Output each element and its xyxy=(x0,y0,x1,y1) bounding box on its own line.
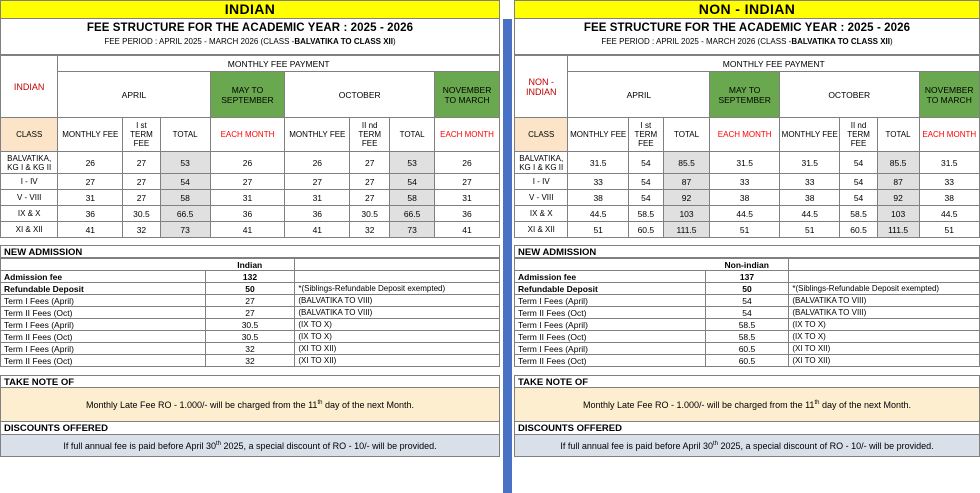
cell-3-4: 44.5 xyxy=(780,206,840,222)
fee-table xyxy=(514,55,980,238)
table-row xyxy=(1,222,500,238)
admission-note-4: (IX TO X) xyxy=(789,319,980,331)
cell-0-0: 31.5 xyxy=(568,152,628,174)
band-header-4: NOVEMBER TO MARCH xyxy=(919,72,980,118)
fee-period-prefix: FEE PERIOD : APRIL 2025 - MARCH 2026 (CLASS - xyxy=(104,37,295,46)
admission-note-2: (BALVATIKA TO VIII) xyxy=(789,295,980,307)
cell-1-1: 27 xyxy=(123,174,160,190)
monthly-fee-payment-header: MONTHLY FEE PAYMENT xyxy=(58,56,500,72)
cell-0-5: 27 xyxy=(350,152,390,174)
take-note-suffix: day of the next Month. xyxy=(322,399,415,410)
table-row xyxy=(1,206,500,222)
discounts-title: DISCOUNTS OFFERED xyxy=(514,422,980,435)
row-class-label: XI & XII xyxy=(1,222,58,238)
column-header-8: EACH MONTH xyxy=(435,118,500,152)
cell-0-5: 54 xyxy=(840,152,877,174)
cell-4-1: 60.5 xyxy=(628,222,663,238)
new-admission-table xyxy=(514,258,980,367)
cell-3-1: 30.5 xyxy=(123,206,160,222)
cell-3-7: 36 xyxy=(435,206,500,222)
admission-value-3: 54 xyxy=(705,307,789,319)
column-header-2: I st TERM FEE xyxy=(123,118,160,152)
admission-label-7: Term II Fees (Oct) xyxy=(515,355,706,367)
list-item xyxy=(515,307,980,319)
admission-label-0: Admission fee xyxy=(515,271,706,283)
admission-label-6: Term I Fees (April) xyxy=(1,343,206,355)
cell-1-6: 87 xyxy=(877,174,919,190)
cell-4-5: 60.5 xyxy=(840,222,877,238)
admission-value-1: 50 xyxy=(705,283,789,295)
cell-3-0: 44.5 xyxy=(568,206,628,222)
discounts-text xyxy=(63,441,436,451)
row-class-label: BALVATIKA, KG I & KG II xyxy=(1,152,58,174)
cell-1-3: 33 xyxy=(710,174,780,190)
admission-note-3: (BALVATIKA TO VIII) xyxy=(789,307,980,319)
cell-0-6: 53 xyxy=(390,152,435,174)
admission-note-6: (XI TO XII) xyxy=(295,343,500,355)
column-header-6: II nd TERM FEE xyxy=(350,118,390,152)
cell-2-7: 38 xyxy=(919,190,980,206)
cell-4-4: 41 xyxy=(285,222,350,238)
cell-2-5: 27 xyxy=(350,190,390,206)
take-note-text xyxy=(583,400,911,410)
take-note-prefix: Monthly Late Fee RO - 1.000/- will be charged from the 11 xyxy=(85,399,318,410)
panel-divider xyxy=(500,0,514,493)
table-row xyxy=(515,174,980,190)
admission-note-5: (IX TO X) xyxy=(789,331,980,343)
cell-0-0: 26 xyxy=(58,152,123,174)
cell-4-2: 73 xyxy=(160,222,210,238)
cell-4-3: 51 xyxy=(710,222,780,238)
column-header-5: MONTHLY FEE xyxy=(780,118,840,152)
nationality-label: Non-indian xyxy=(705,259,789,271)
fee-table xyxy=(0,55,500,238)
cell-2-2: 92 xyxy=(663,190,710,206)
admission-label-7: Term II Fees (Oct) xyxy=(1,355,206,367)
cell-1-0: 33 xyxy=(568,174,628,190)
cell-1-2: 54 xyxy=(160,174,210,190)
admission-note-7: (XI TO XII) xyxy=(789,355,980,367)
column-header-5: MONTHLY FEE xyxy=(285,118,350,152)
cell-2-1: 54 xyxy=(628,190,663,206)
cell-4-7: 51 xyxy=(919,222,980,238)
list-item xyxy=(1,271,500,283)
discounts-suffix: 2025, a special discount of RO - 10/- will be provided. xyxy=(718,440,934,451)
discounts-title: DISCOUNTS OFFERED xyxy=(0,422,500,435)
cell-3-5: 30.5 xyxy=(350,206,390,222)
cell-0-7: 31.5 xyxy=(919,152,980,174)
list-item xyxy=(1,295,500,307)
fee-table-headrow xyxy=(515,118,980,152)
admission-label-2: Term I Fees (April) xyxy=(515,295,706,307)
cell-2-0: 31 xyxy=(58,190,123,206)
take-note-suffix: day of the next Month. xyxy=(819,399,912,410)
cell-4-2: 111.5 xyxy=(663,222,710,238)
row-class-label: V - VIII xyxy=(515,190,568,206)
admission-label-5: Term II Fees (Oct) xyxy=(515,331,706,343)
column-header-1: MONTHLY FEE xyxy=(58,118,123,152)
admission-note-1: *(Siblings-Refundable Deposit exempted) xyxy=(789,283,980,295)
admission-value-7: 32 xyxy=(205,355,295,367)
notes-spacer xyxy=(514,367,980,375)
band-header-3: OCTOBER xyxy=(285,72,435,118)
list-item xyxy=(1,355,500,367)
row-class-label: XI & XII xyxy=(515,222,568,238)
cell-0-3: 26 xyxy=(210,152,285,174)
take-note-ordinal: th xyxy=(814,399,820,406)
cell-3-2: 66.5 xyxy=(160,206,210,222)
fee-table-grouprow xyxy=(1,56,500,72)
table-row xyxy=(515,190,980,206)
list-item xyxy=(1,319,500,331)
admission-note-2: (BALVATIKA TO VIII) xyxy=(295,295,500,307)
list-item xyxy=(1,343,500,355)
column-header-1: MONTHLY FEE xyxy=(568,118,628,152)
cell-3-6: 66.5 xyxy=(390,206,435,222)
column-header-8: EACH MONTH xyxy=(919,118,980,152)
cell-0-4: 26 xyxy=(285,152,350,174)
cell-2-5: 54 xyxy=(840,190,877,206)
list-item xyxy=(1,307,500,319)
cell-3-1: 58.5 xyxy=(628,206,663,222)
discounts-ordinal: th xyxy=(215,440,221,447)
divider-bar xyxy=(503,19,512,493)
cell-1-4: 33 xyxy=(780,174,840,190)
column-header-4: EACH MONTH xyxy=(710,118,780,152)
cell-0-2: 53 xyxy=(160,152,210,174)
list-item xyxy=(515,319,980,331)
discounts-suffix: 2025, a special discount of RO - 10/- will be provided. xyxy=(221,440,437,451)
row-class-label: IX & X xyxy=(1,206,58,222)
discounts-prefix: If full annual fee is paid before April 30 xyxy=(560,440,713,451)
cell-0-1: 27 xyxy=(123,152,160,174)
fee-period-range: BALVATIKA TO CLASS XII xyxy=(791,37,890,46)
row-class-label: V - VIII xyxy=(1,190,58,206)
column-header-7: TOTAL xyxy=(877,118,919,152)
cell-1-3: 27 xyxy=(210,174,285,190)
cell-1-5: 27 xyxy=(350,174,390,190)
nationality-blank xyxy=(515,259,706,271)
list-item xyxy=(515,283,980,295)
new-admission-table xyxy=(0,258,500,367)
page-title: FEE STRUCTURE FOR THE ACADEMIC YEAR : 2025 - 2026 xyxy=(583,22,911,34)
admission-value-5: 30.5 xyxy=(205,331,295,343)
column-header-3: TOTAL xyxy=(663,118,710,152)
admission-value-4: 58.5 xyxy=(705,319,789,331)
cell-4-5: 32 xyxy=(350,222,390,238)
cell-0-1: 54 xyxy=(628,152,663,174)
band-header-1: APRIL xyxy=(568,72,710,118)
cell-4-6: 73 xyxy=(390,222,435,238)
admission-value-6: 60.5 xyxy=(705,343,789,355)
cell-2-3: 31 xyxy=(210,190,285,206)
take-note-title: TAKE NOTE OF xyxy=(514,375,980,388)
take-note-ordinal: th xyxy=(317,399,323,406)
column-header-0: CLASS xyxy=(1,118,58,152)
list-item xyxy=(515,295,980,307)
row-class-label: I - IV xyxy=(515,174,568,190)
column-header-3: TOTAL xyxy=(160,118,210,152)
cell-2-7: 31 xyxy=(435,190,500,206)
admission-label-1: Refundable Deposit xyxy=(515,283,706,295)
new-admission-title: NEW ADMISSION xyxy=(514,245,980,258)
cell-4-1: 32 xyxy=(123,222,160,238)
cell-3-2: 103 xyxy=(663,206,710,222)
fee-period-suffix: ) xyxy=(393,37,396,46)
admission-note-7: (XI TO XII) xyxy=(295,355,500,367)
cell-2-1: 27 xyxy=(123,190,160,206)
table-row xyxy=(515,152,980,174)
take-note-text xyxy=(86,400,414,410)
cell-0-6: 85.5 xyxy=(877,152,919,174)
admission-value-2: 54 xyxy=(705,295,789,307)
cell-0-7: 26 xyxy=(435,152,500,174)
discounts-body xyxy=(514,435,980,457)
row-class-label: BALVATIKA, KG I & KG II xyxy=(515,152,568,174)
fee-table-bandrow xyxy=(515,72,980,118)
admission-note-6: (XI TO XII) xyxy=(789,343,980,355)
cell-1-0: 27 xyxy=(58,174,123,190)
notes-spacer xyxy=(0,367,500,375)
table-row xyxy=(515,206,980,222)
cell-2-4: 31 xyxy=(285,190,350,206)
fee-table-bandrow xyxy=(1,72,500,118)
admission-value-7: 60.5 xyxy=(705,355,789,367)
cell-3-3: 44.5 xyxy=(710,206,780,222)
cell-4-3: 41 xyxy=(210,222,285,238)
panel-banner-title: NON - INDIAN xyxy=(514,0,980,19)
cell-1-6: 54 xyxy=(390,174,435,190)
band-header-3: OCTOBER xyxy=(780,72,919,118)
admission-label-4: Term I Fees (April) xyxy=(1,319,206,331)
cell-3-3: 36 xyxy=(210,206,285,222)
admission-note-1: *(Siblings-Refundable Deposit exempted) xyxy=(295,283,500,295)
row-class-label: I - IV xyxy=(1,174,58,190)
admission-value-0: 132 xyxy=(205,271,295,283)
cell-1-7: 27 xyxy=(435,174,500,190)
cell-2-4: 38 xyxy=(780,190,840,206)
cell-4-4: 51 xyxy=(780,222,840,238)
admission-label-5: Term II Fees (Oct) xyxy=(1,331,206,343)
discounts-text xyxy=(560,441,933,451)
cell-4-0: 41 xyxy=(58,222,123,238)
fee-period-range: BALVATIKA TO CLASS XII xyxy=(294,37,393,46)
admission-label-0: Admission fee xyxy=(1,271,206,283)
discounts-body xyxy=(0,435,500,457)
take-note-body xyxy=(0,388,500,422)
nationality-row xyxy=(1,259,500,271)
nationality-blank xyxy=(1,259,206,271)
fee-period-prefix: FEE PERIOD : APRIL 2025 - MARCH 2026 (CLASS - xyxy=(601,37,792,46)
cell-0-3: 31.5 xyxy=(710,152,780,174)
admission-label-1: Refundable Deposit xyxy=(1,283,206,295)
band-header-1: APRIL xyxy=(58,72,210,118)
column-header-7: TOTAL xyxy=(390,118,435,152)
table-row xyxy=(1,152,500,174)
admission-value-1: 50 xyxy=(205,283,295,295)
category-label: NON - INDIAN xyxy=(515,56,568,118)
admission-note-3: (BALVATIKA TO VIII) xyxy=(295,307,500,319)
cell-3-6: 103 xyxy=(877,206,919,222)
new-admission-title: NEW ADMISSION xyxy=(0,245,500,258)
cell-4-6: 111.5 xyxy=(877,222,919,238)
admission-value-4: 30.5 xyxy=(205,319,295,331)
list-item xyxy=(515,355,980,367)
list-item xyxy=(1,331,500,343)
monthly-fee-payment-header: MONTHLY FEE PAYMENT xyxy=(568,56,980,72)
nationality-row xyxy=(515,259,980,271)
fee-table-headrow xyxy=(1,118,500,152)
cell-3-5: 58.5 xyxy=(840,206,877,222)
admission-value-3: 27 xyxy=(205,307,295,319)
cell-1-5: 54 xyxy=(840,174,877,190)
column-header-4: EACH MONTH xyxy=(210,118,285,152)
table-row xyxy=(1,190,500,206)
admission-value-0: 137 xyxy=(705,271,789,283)
cell-1-7: 33 xyxy=(919,174,980,190)
admission-note-0 xyxy=(789,271,980,283)
title-block xyxy=(0,19,500,55)
cell-2-2: 58 xyxy=(160,190,210,206)
nationality-empty xyxy=(789,259,980,271)
table-row xyxy=(515,222,980,238)
take-note-body xyxy=(514,388,980,422)
admission-value-5: 58.5 xyxy=(705,331,789,343)
admission-value-6: 32 xyxy=(205,343,295,355)
page-title: FEE STRUCTURE FOR THE ACADEMIC YEAR : 2025 - 2026 xyxy=(86,22,414,34)
table-row xyxy=(1,174,500,190)
admission-note-0 xyxy=(295,271,500,283)
band-header-4: NOVEMBER TO MARCH xyxy=(435,72,500,118)
section-spacer xyxy=(0,238,500,245)
admission-label-3: Term II Fees (Oct) xyxy=(1,307,206,319)
fee-table-grouprow xyxy=(515,56,980,72)
title-block xyxy=(514,19,980,55)
admission-value-2: 27 xyxy=(205,295,295,307)
admission-label-3: Term II Fees (Oct) xyxy=(515,307,706,319)
row-class-label: IX & X xyxy=(515,206,568,222)
section-spacer xyxy=(514,238,980,245)
discounts-ordinal: th xyxy=(712,440,718,447)
column-header-0: CLASS xyxy=(515,118,568,152)
cell-2-6: 58 xyxy=(390,190,435,206)
take-note-title: TAKE NOTE OF xyxy=(0,375,500,388)
nationality-label: Indian xyxy=(205,259,295,271)
band-header-2: MAY TO SEPTEMBER xyxy=(710,72,780,118)
column-header-6: II nd TERM FEE xyxy=(840,118,877,152)
fee-period-subtitle xyxy=(1,36,499,47)
list-item xyxy=(515,271,980,283)
cell-1-1: 54 xyxy=(628,174,663,190)
cell-4-7: 41 xyxy=(435,222,500,238)
take-note-prefix: Monthly Late Fee RO - 1.000/- will be charged from the 11 xyxy=(582,399,815,410)
admission-note-5: (IX TO X) xyxy=(295,331,500,343)
band-header-2: MAY TO SEPTEMBER xyxy=(210,72,285,118)
cell-3-4: 36 xyxy=(285,206,350,222)
list-item xyxy=(515,331,980,343)
nationality-empty xyxy=(295,259,500,271)
panel-non-indian xyxy=(514,0,980,493)
fee-period-suffix: ) xyxy=(890,37,893,46)
admission-label-4: Term I Fees (April) xyxy=(515,319,706,331)
list-item xyxy=(515,343,980,355)
discounts-prefix: If full annual fee is paid before April 30 xyxy=(63,440,216,451)
cell-0-4: 31.5 xyxy=(780,152,840,174)
admission-note-4: (IX TO X) xyxy=(295,319,500,331)
column-header-2: I st TERM FEE xyxy=(628,118,663,152)
admission-label-2: Term I Fees (April) xyxy=(1,295,206,307)
admission-label-6: Term I Fees (April) xyxy=(515,343,706,355)
cell-4-0: 51 xyxy=(568,222,628,238)
cell-3-7: 44.5 xyxy=(919,206,980,222)
cell-1-2: 87 xyxy=(663,174,710,190)
cell-2-3: 38 xyxy=(710,190,780,206)
list-item xyxy=(1,283,500,295)
panel-banner-title: INDIAN xyxy=(0,0,500,19)
cell-0-2: 85.5 xyxy=(663,152,710,174)
fee-period-subtitle xyxy=(515,36,979,47)
cell-1-4: 27 xyxy=(285,174,350,190)
category-label: INDIAN xyxy=(1,56,58,118)
cell-2-6: 92 xyxy=(877,190,919,206)
cell-3-0: 36 xyxy=(58,206,123,222)
cell-2-0: 38 xyxy=(568,190,628,206)
